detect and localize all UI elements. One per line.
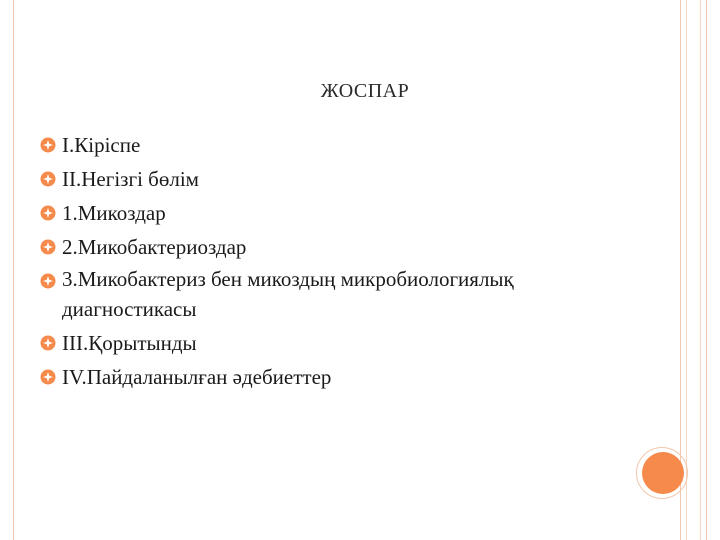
flower-bullet-icon [40, 369, 56, 385]
list-item [40, 196, 640, 230]
flower-bullet-icon [40, 335, 56, 351]
flower-bullet-icon [40, 171, 56, 187]
slide-title: ЖОСПАР [320, 80, 410, 102]
list-item [40, 360, 640, 394]
list-item-label: ІІІ.Қорытынды [62, 331, 197, 355]
list-item-label: 2.Микобактериоздар [62, 235, 247, 259]
flower-bullet-icon [40, 273, 56, 289]
list-item [40, 326, 640, 360]
flower-bullet-icon [40, 137, 56, 153]
plan-list [40, 128, 640, 394]
decorative-orange-circle [642, 452, 684, 494]
list-item-label: ІІ.Негізгі бөлім [62, 167, 199, 191]
list-item-label: І.Кіріспе [62, 133, 141, 157]
list-item-label: 3.Микобактериз бен микоздың микробиологиялық диагностикасы [62, 267, 514, 321]
flower-bullet-icon [40, 239, 56, 255]
list-item-label: 1.Микоздар [62, 201, 166, 225]
list-item [40, 230, 640, 264]
list-item [40, 264, 640, 326]
list-item-label: ІV.Пайдаланылған әдебиеттер [62, 365, 332, 389]
list-item [40, 128, 640, 162]
flower-bullet-icon [40, 205, 56, 221]
list-item [40, 162, 640, 196]
